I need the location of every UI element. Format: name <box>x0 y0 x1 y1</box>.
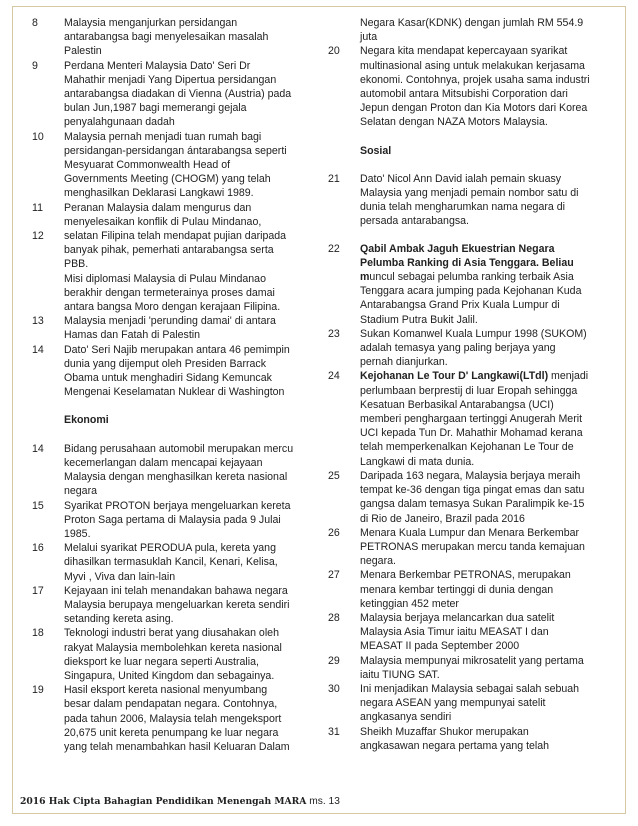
copyright-text: 2016 Hak Cipta Bahagian Pendidikan Menengah MARA <box>20 796 307 807</box>
list-item-28: 28 Malaysia berjaya melancarkan dua satelit Malaysia Asia Timur iaitu MEASAT I dan MEASAT II pada September 2000 <box>328 611 555 653</box>
list-item-26: 26 Menara Kuala Lumpur dan Menara Berkembar PETRONAS merupakan mercu tanda kemajuan negara. <box>328 526 585 568</box>
list-item-17: 17 Kejayaan ini telah menandakan bahawa negara Malaysia berupaya mengeluarkan kereta sendiri setanding kereta asing. <box>32 584 290 626</box>
heading-ekonomi: Ekonomi <box>64 414 109 427</box>
list-item-14: 14 Bidang perusahaan automobil merupakan mercu kecemerlangan dalam mencapai kejayaan Malaysia dengan menghasilkan kereta nasional negara <box>32 442 294 498</box>
page-footer <box>20 796 340 807</box>
list-item-25: 25 Daripada 163 negara, Malaysia berjaya meraih tempat ke-36 dengan tiga pingat emas dan satu gangsa dalam temasya Sukan Paralimpik ke-15 di Rio de Janeiro, Brazil pada 2016 <box>328 469 585 525</box>
list-item-30: 30 Ini menjadikan Malaysia sebagai salah sebuah negara ASEAN yang mempunyai satelit angkasanya sendiri <box>328 682 580 724</box>
list-item-20: 20 Negara kita mendapat kepercayaan syarikat multinasional asing untuk melakukan kerjasama ekonomi. Contohnya, projek usaha sama industri automobil antara Mitsubishi Corporation dari Jepun dengan Proton dan Kia Motors dari Korea Selatan dengan NAZA Motors Malaysia. <box>328 45 590 129</box>
list-item-19-continued: Negara Kasar(KDNK) dengan jumlah RM 554.9 juta <box>360 17 584 44</box>
list-item-13: 13 Malaysia menjadi 'perunding damai' di antara Hamas dan Fatah di Palestin <box>32 315 276 342</box>
left-column <box>28 16 308 754</box>
list-item-8: 8 Malaysia menganjurkan persidangan antarabangsa bagi menyelesaikan masalah Palestin <box>32 17 269 58</box>
list-item-19: 19 Hasil eksport kereta nasional menyumbang besar dalam pendapatan negara. Contohnya, pada tahun 2006, Malaysia telah mengeksport 20,675 unit kereta penumpang ke luar negara yang telah menambahkan hasil Keluaran Dalam <box>32 684 290 753</box>
list-item-11: 11 Peranan Malaysia dalam mengurus dan menyelesaikan konflik di Pulau Mindanao, <box>32 201 262 228</box>
list-item-27: 27 Menara Berkembar PETRONAS, merupakan menara kembar tertinggi di dunia dengan ketinggian 452 meter <box>328 569 571 610</box>
list-item-12: 12 selatan Filipina telah mendapat pujian daripada banyak pihak, pemerhati antarabangsa serta PBB. Misi diplomasi Malaysia di Pulau Mindanao berakhir dengan termeterainya proses damai antara bangsa Moro dengan kerajaan Filipina. <box>32 230 287 314</box>
list-item-16: 16 Melalui syarikat PERODUA pula, kereta yang dihasilkan termasuklah Kancil, Kenari, Kelisa, Myvi , Viva dan lain-lain <box>32 542 278 583</box>
list-item-18: 18 Teknologi industri berat yang diusahakan oleh rakyat Malaysia membolehkan kereta nasional dieksport ke luar negara seperti Australia, Singapura, United Kingdom dan sebagainya. <box>32 627 282 682</box>
list-item-15: 15 Syarikat PROTON berjaya mengeluarkan kereta Proton Saga pertama di Malaysia pada 9 Julai 1985. <box>32 499 291 540</box>
page-number: ms. 13 <box>309 796 340 807</box>
list-item-14: 14 Dato' Seri Najib merupakan antara 46 pemimpin dunia yang dijemput oleh Presiden Barrack Obama untuk menghadiri Sidang Kemuncak Mengenai Keselamatan Nuklear di Washington <box>32 343 290 399</box>
right-column <box>328 16 614 753</box>
list-item-31: 31 Sheikh Muzaffar Shukor merupakan angkasawan negara pertama yang telah <box>328 725 550 752</box>
list-item-23: 23 Sukan Komanwel Kuala Lumpur 1998 (SUKOM) adalah temasya yang paling berjaya yang pernah dianjurkan. <box>328 327 587 369</box>
list-item-21: 21 Dato' Nicol Ann David ialah pemain skuasy Malaysia yang menjadi pemain nombor satu di dunia telah mengharumkan nama negara di persada antarabangsa. <box>328 172 579 228</box>
heading-sosial: Sosial <box>360 144 392 157</box>
list-item-22: 22 Qabil Ambak Jaguh Ekuestrian Negara Pelumba Ranking di Asia Tenggara. Beliau muncul sebagai pelumba ranking terbaik Asia Tenggara acara jumping pada Kejohanan Kuda Antarabangsa Grand Prix Kuala Lumpur di Stadium Putra Bukit Jalil. <box>328 242 582 326</box>
list-item-9: 9 Perdana Menteri Malaysia Dato' Seri Dr Mahathir menjadi Yang Dipertua persidangan antarabangsa diadakan di Vienna (Austria) pada bulan Jun,1987 bagi memerangi gejala penyalahgunaan dadah <box>32 59 292 129</box>
list-item-29: 29 Malaysia mempunyai mikrosatelit yang pertama iaitu TIUNG SAT. <box>328 654 584 681</box>
list-item-10: 10 Malaysia pernah menjadi tuan rumah bagi persidangan-persidangan ántarabangsa seperti Mesyuarat Commonwealth Head of Governments Meeting (CHOGM) yang telah menghasilkan Deklarasi Langkawi 1989. <box>32 130 287 200</box>
list-item-24: 24 Kejohanan Le Tour D' Langkawi(LTdl) menjadi perlumbaan berprestij di luar Eropah sehingga Kesatuan Berbasikal Antarabangsa (UCI) memberi penghargaan tertinggi Anugerah Merit UCI kepada Tun Dr. Mahathir Mohamad kerana telah memperkenalkan Kejohanan Le Tour de Langkawi di mata dunia. <box>328 370 589 468</box>
